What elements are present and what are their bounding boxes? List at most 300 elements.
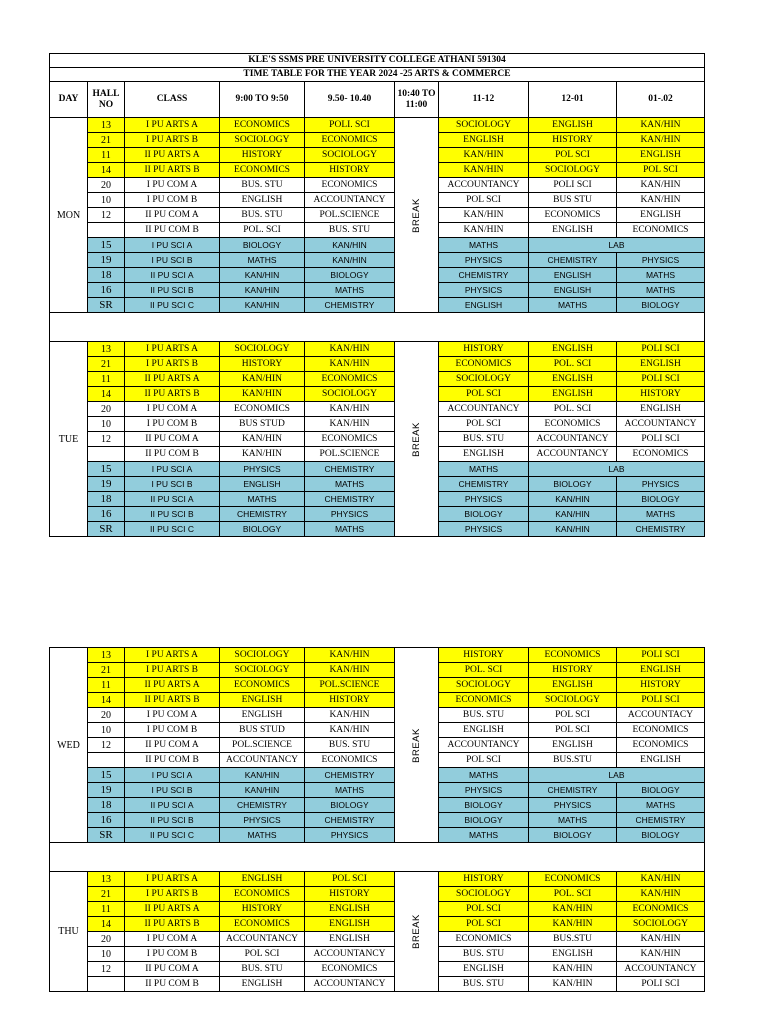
period-1-subject: MATHS — [220, 828, 305, 843]
period-1-subject: SOCIOLOGY — [220, 133, 305, 148]
period-5-subject: KAN/HIN — [617, 947, 705, 962]
hall-number — [88, 447, 125, 462]
period-3-subject: MATHS — [439, 462, 529, 477]
period-2-subject: POLI. SCI — [305, 118, 395, 133]
period-5-subject: BIOLOGY — [617, 783, 705, 798]
header-hall: HALL NO — [88, 82, 125, 118]
period-5-subject: POLI SCI — [617, 977, 705, 992]
period-1-subject: BIOLOGY — [220, 238, 305, 253]
period-1-subject: ACCOUNTANCY — [220, 932, 305, 947]
hall-number: 16 — [88, 283, 125, 298]
hall-number: 21 — [88, 133, 125, 148]
class-name: I PU SCI B — [125, 253, 220, 268]
class-name: I PU ARTS B — [125, 663, 220, 678]
class-name: II PU SCI B — [125, 813, 220, 828]
hall-number: 13 — [88, 342, 125, 357]
period-1-subject: MATHS — [220, 492, 305, 507]
period-3-subject: PHYSICS — [439, 492, 529, 507]
period-3-subject: PHYSICS — [439, 522, 529, 537]
period-5-subject: KAN/HIN — [617, 133, 705, 148]
period-4-subject: BUS.STU — [529, 753, 617, 768]
period-3-subject: ACCOUNTANCY — [439, 178, 529, 193]
table-row — [50, 357, 705, 372]
hall-number: 12 — [88, 432, 125, 447]
period-3-subject: KAN/HIN — [439, 223, 529, 238]
period-1-subject: HISTORY — [220, 902, 305, 917]
period-1-subject: KAN/HIN — [220, 783, 305, 798]
period-4-subject: POL SCI — [529, 723, 617, 738]
class-name: I PU COM B — [125, 947, 220, 962]
hall-number: 21 — [88, 887, 125, 902]
table-row — [50, 462, 705, 477]
day-label: THU — [50, 872, 88, 992]
period-1-subject: POL. SCI — [220, 223, 305, 238]
header-class: CLASS — [125, 82, 220, 118]
period-5-subject: KAN/HIN — [617, 118, 705, 133]
period-5-subject: ENGLISH — [617, 208, 705, 223]
period-3-subject: HISTORY — [439, 342, 529, 357]
class-name: II PU COM A — [125, 432, 220, 447]
period-4-subject: SOCIOLOGY — [529, 163, 617, 178]
class-name: II PU SCI A — [125, 268, 220, 283]
period-2-subject: ECONOMICS — [305, 178, 395, 193]
period-1-subject: BUS STUD — [220, 417, 305, 432]
period-1-subject: MATHS — [220, 253, 305, 268]
table-row — [50, 947, 705, 962]
period-3-subject: CHEMISTRY — [439, 268, 529, 283]
period-3-subject: POL SCI — [439, 387, 529, 402]
hall-number: 21 — [88, 663, 125, 678]
period-1-subject: KAN/HIN — [220, 298, 305, 313]
period-2-subject: MATHS — [305, 783, 395, 798]
period-5-subject: ACCOUNTANCY — [617, 417, 705, 432]
period-5-subject: KAN/HIN — [617, 178, 705, 193]
period-4-subject: ECONOMICS — [529, 648, 617, 663]
spacer-cell — [50, 313, 705, 342]
header-row — [50, 82, 705, 118]
hall-number: 12 — [88, 738, 125, 753]
period-5-subject: ACCOUNTACY — [617, 708, 705, 723]
period-4-subject: POL SCI — [529, 148, 617, 163]
spacer-row — [50, 843, 705, 872]
period-2-subject: ECONOMICS — [305, 962, 395, 977]
period-2-subject: POL.SCIENCE — [305, 678, 395, 693]
period-5-subject: CHEMISTRY — [617, 813, 705, 828]
period-2-subject: POL SCI — [305, 872, 395, 887]
period-4-subject: ECONOMICS — [529, 208, 617, 223]
class-name: II PU ARTS B — [125, 163, 220, 178]
period-4-subject: ACCOUNTANCY — [529, 447, 617, 462]
class-name: I PU COM B — [125, 723, 220, 738]
period-2-subject: MATHS — [305, 522, 395, 537]
period-3-subject: BIOLOGY — [439, 507, 529, 522]
period-4-subject: CHEMISTRY — [529, 783, 617, 798]
period-2-subject: KAN/HIN — [305, 253, 395, 268]
table-row — [50, 813, 705, 828]
period-4-subject: ECONOMICS — [529, 417, 617, 432]
period-4-subject: ENGLISH — [529, 372, 617, 387]
period-5-subject: CHEMISTRY — [617, 522, 705, 537]
period-5-subject: ECONOMICS — [617, 447, 705, 462]
period-5-subject: ENGLISH — [617, 148, 705, 163]
hall-number: 16 — [88, 507, 125, 522]
period-2-subject: HISTORY — [305, 163, 395, 178]
class-name: II PU COM A — [125, 208, 220, 223]
period-3-subject: POL. SCI — [439, 663, 529, 678]
period-4-subject: ENGLISH — [529, 387, 617, 402]
table-row — [50, 342, 705, 357]
break-label: BREAK — [411, 914, 422, 949]
hall-number: 15 — [88, 768, 125, 783]
period-3-subject: SOCIOLOGY — [439, 372, 529, 387]
period-2-subject: KAN/HIN — [305, 238, 395, 253]
period-1-subject: BUS. STU — [220, 178, 305, 193]
period-1-subject: POL SCI — [220, 947, 305, 962]
table-row — [50, 178, 705, 193]
period-5-subject: MATHS — [617, 507, 705, 522]
period-2-subject: ENGLISH — [305, 917, 395, 932]
period-2-subject: BIOLOGY — [305, 268, 395, 283]
period-2-subject: ACCOUNTANCY — [305, 977, 395, 992]
class-name: II PU COM A — [125, 738, 220, 753]
period-3-subject: ENGLISH — [439, 723, 529, 738]
period-3-subject: BUS. STU — [439, 432, 529, 447]
period-4-subject: ENGLISH — [529, 118, 617, 133]
period-5-subject: POL SCI — [617, 163, 705, 178]
period-5-subject: SOCIOLOGY — [617, 917, 705, 932]
hall-number: 12 — [88, 208, 125, 223]
class-name: I PU ARTS B — [125, 887, 220, 902]
period-1-subject: BUS STUD — [220, 723, 305, 738]
break-cell — [395, 648, 439, 843]
period-2-subject: HISTORY — [305, 693, 395, 708]
period-1-subject: BUS. STU — [220, 962, 305, 977]
hall-number — [88, 223, 125, 238]
class-name: II PU COM B — [125, 447, 220, 462]
period-1-subject: SOCIOLOGY — [220, 648, 305, 663]
day-label: MON — [50, 118, 88, 313]
class-name: I PU COM A — [125, 932, 220, 947]
class-name: II PU ARTS A — [125, 148, 220, 163]
period-1-subject: ACCOUNTANCY — [220, 753, 305, 768]
period-3-subject: POL SCI — [439, 917, 529, 932]
period-1-subject: SOCIOLOGY — [220, 342, 305, 357]
period-2-subject: CHEMISTRY — [305, 813, 395, 828]
hall-number: 14 — [88, 163, 125, 178]
break-label: BREAK — [411, 421, 422, 457]
period-5-subject: POLI SCI — [617, 648, 705, 663]
period-5-subject: POLI SCI — [617, 432, 705, 447]
period-1-subject: KAN/HIN — [220, 432, 305, 447]
period-3-subject: ACCOUNTANCY — [439, 402, 529, 417]
period-1-subject: PHYSICS — [220, 813, 305, 828]
period-4-subject: ENGLISH — [529, 283, 617, 298]
period-5-subject: POLI SCI — [617, 372, 705, 387]
table-row — [50, 507, 705, 522]
hall-number: 10 — [88, 947, 125, 962]
period-5-subject: PHYSICS — [617, 477, 705, 492]
period-4-subject: ENGLISH — [529, 738, 617, 753]
break-cell — [395, 118, 439, 313]
day-label: TUE — [50, 342, 88, 537]
hall-number: 13 — [88, 118, 125, 133]
table-row — [50, 432, 705, 447]
period-2-subject: POL.SCIENCE — [305, 208, 395, 223]
period-3-subject: PHYSICS — [439, 783, 529, 798]
period-4-subject: SOCIOLOGY — [529, 693, 617, 708]
hall-number: 18 — [88, 492, 125, 507]
period-3-subject: MATHS — [439, 828, 529, 843]
period-1-subject: HISTORY — [220, 357, 305, 372]
table-row — [50, 268, 705, 283]
period-2-subject: PHYSICS — [305, 828, 395, 843]
table-row — [50, 932, 705, 947]
college-title: KLE'S SSMS PRE UNIVERSITY COLLEGE ATHANI 591304 — [50, 54, 705, 68]
class-name: I PU SCI A — [125, 768, 220, 783]
hall-number: 20 — [88, 402, 125, 417]
class-name: II PU COM B — [125, 223, 220, 238]
period-4-subject: KAN/HIN — [529, 977, 617, 992]
hall-number: 21 — [88, 357, 125, 372]
period-2-subject: ECONOMICS — [305, 753, 395, 768]
class-name: II PU SCI C — [125, 828, 220, 843]
table-row — [50, 678, 705, 693]
period-1-subject: CHEMISTRY — [220, 507, 305, 522]
class-name: I PU ARTS A — [125, 342, 220, 357]
hall-number: 14 — [88, 917, 125, 932]
hall-number: 12 — [88, 962, 125, 977]
period-3-subject: ECONOMICS — [439, 693, 529, 708]
period-4-subject: ECONOMICS — [529, 872, 617, 887]
period-2-subject: CHEMISTRY — [305, 768, 395, 783]
period-1-subject: ENGLISH — [220, 708, 305, 723]
header-period-3: 11-12 — [439, 82, 529, 118]
table-row — [50, 492, 705, 507]
period-5-subject: MATHS — [617, 283, 705, 298]
period-5-subject: ECONOMICS — [617, 223, 705, 238]
break-label: BREAK — [411, 197, 422, 233]
table-row — [50, 887, 705, 902]
period-2-subject: CHEMISTRY — [305, 298, 395, 313]
period-1-subject: ENGLISH — [220, 193, 305, 208]
period-2-subject: MATHS — [305, 477, 395, 492]
class-name: II PU ARTS B — [125, 693, 220, 708]
period-2-subject: KAN/HIN — [305, 648, 395, 663]
period-1-subject: ENGLISH — [220, 977, 305, 992]
period-2-subject: KAN/HIN — [305, 342, 395, 357]
spacer-row — [50, 313, 705, 342]
period-1-subject: ECONOMICS — [220, 402, 305, 417]
period-1-subject: KAN/HIN — [220, 372, 305, 387]
table-row — [50, 298, 705, 313]
period-4-subject: KAN/HIN — [529, 917, 617, 932]
period-5-subject: ECONOMICS — [617, 738, 705, 753]
header-period-5: 01-.02 — [617, 82, 705, 118]
header-day: DAY — [50, 82, 88, 118]
class-name: II PU COM B — [125, 753, 220, 768]
period-3-subject: POL SCI — [439, 753, 529, 768]
period-3-subject: KAN/HIN — [439, 208, 529, 223]
period-4-subject: KAN/HIN — [529, 492, 617, 507]
period-4-subject: ENGLISH — [529, 947, 617, 962]
period-4-subject: BIOLOGY — [529, 477, 617, 492]
period-4-subject: MATHS — [529, 813, 617, 828]
period-2-subject: BUS. STU — [305, 738, 395, 753]
period-2-subject: SOCIOLOGY — [305, 387, 395, 402]
table-row — [50, 663, 705, 678]
table-row — [50, 387, 705, 402]
period-3-subject: ECONOMICS — [439, 357, 529, 372]
period-2-subject: KAN/HIN — [305, 708, 395, 723]
hall-number: 20 — [88, 708, 125, 723]
period-3-subject: HISTORY — [439, 872, 529, 887]
period-2-subject: ACCOUNTANCY — [305, 193, 395, 208]
table-row — [50, 238, 705, 253]
table-row — [50, 522, 705, 537]
table-row — [50, 447, 705, 462]
period-2-subject: BIOLOGY — [305, 798, 395, 813]
period-2-subject: KAN/HIN — [305, 663, 395, 678]
class-name: II PU ARTS A — [125, 372, 220, 387]
class-name: I PU ARTS A — [125, 648, 220, 663]
period-3-subject: KAN/HIN — [439, 148, 529, 163]
period-5-subject: HISTORY — [617, 678, 705, 693]
period-2-subject: CHEMISTRY — [305, 462, 395, 477]
period-4-subject: KAN/HIN — [529, 522, 617, 537]
period-1-subject: ECONOMICS — [220, 887, 305, 902]
period-4-subject: ENGLISH — [529, 678, 617, 693]
timetable-page-2 — [49, 647, 705, 992]
hall-number: 11 — [88, 372, 125, 387]
class-name: II PU ARTS A — [125, 902, 220, 917]
hall-number: 14 — [88, 387, 125, 402]
period-3-subject: ACCOUNTANCY — [439, 738, 529, 753]
period-4-subject: KAN/HIN — [529, 902, 617, 917]
header-period-1: 9:00 TO 9:50 — [220, 82, 305, 118]
break-label: BREAK — [411, 727, 422, 763]
class-name: II PU ARTS B — [125, 917, 220, 932]
class-name: I PU ARTS B — [125, 133, 220, 148]
period-3-subject: ENGLISH — [439, 133, 529, 148]
class-name: I PU COM A — [125, 178, 220, 193]
period-3-subject: ENGLISH — [439, 447, 529, 462]
header-break: 10:40 TO 11:00 — [395, 82, 439, 118]
table-row — [50, 738, 705, 753]
period-5-subject: KAN/HIN — [617, 872, 705, 887]
table-row — [50, 118, 705, 133]
period-5-subject: ECONOMICS — [617, 723, 705, 738]
period-2-subject: ACCOUNTANCY — [305, 947, 395, 962]
period-1-subject: ENGLISH — [220, 693, 305, 708]
period-5-subject: BIOLOGY — [617, 492, 705, 507]
period-4-subject: BUS.STU — [529, 932, 617, 947]
period-3-subject: HISTORY — [439, 648, 529, 663]
period-1-subject: BIOLOGY — [220, 522, 305, 537]
table-row — [50, 962, 705, 977]
class-name: I PU ARTS B — [125, 357, 220, 372]
lab-cell: LAB — [529, 238, 705, 253]
period-1-subject: ENGLISH — [220, 477, 305, 492]
hall-number: 10 — [88, 723, 125, 738]
hall-number: 13 — [88, 872, 125, 887]
table-row — [50, 372, 705, 387]
class-name: I PU ARTS A — [125, 118, 220, 133]
period-1-subject: ECONOMICS — [220, 118, 305, 133]
class-name: II PU SCI C — [125, 522, 220, 537]
period-3-subject: BUS. STU — [439, 708, 529, 723]
table-row — [50, 148, 705, 163]
period-1-subject: ECONOMICS — [220, 163, 305, 178]
table-row — [50, 977, 705, 992]
period-4-subject: PHYSICS — [529, 798, 617, 813]
period-5-subject: MATHS — [617, 268, 705, 283]
table-row — [50, 417, 705, 432]
period-2-subject: ENGLISH — [305, 932, 395, 947]
class-name: II PU SCI A — [125, 798, 220, 813]
period-2-subject: HISTORY — [305, 887, 395, 902]
period-3-subject: POL SCI — [439, 193, 529, 208]
period-3-subject: ECONOMICS — [439, 932, 529, 947]
period-2-subject: KAN/HIN — [305, 357, 395, 372]
spacer-cell — [50, 843, 705, 872]
break-cell — [395, 872, 439, 992]
period-5-subject: KAN/HIN — [617, 193, 705, 208]
period-4-subject: ACCOUNTANCY — [529, 432, 617, 447]
period-5-subject: KAN/HIN — [617, 932, 705, 947]
period-1-subject: SOCIOLOGY — [220, 663, 305, 678]
class-name: II PU COM B — [125, 977, 220, 992]
table-row — [50, 708, 705, 723]
period-5-subject: MATHS — [617, 798, 705, 813]
period-3-subject: SOCIOLOGY — [439, 118, 529, 133]
table-row — [50, 208, 705, 223]
hall-number: 15 — [88, 238, 125, 253]
period-2-subject: PHYSICS — [305, 507, 395, 522]
table-row — [50, 283, 705, 298]
class-name: II PU COM A — [125, 962, 220, 977]
class-name: II PU SCI A — [125, 492, 220, 507]
period-1-subject: KAN/HIN — [220, 447, 305, 462]
period-3-subject: SOCIOLOGY — [439, 678, 529, 693]
hall-number: 11 — [88, 148, 125, 163]
period-5-subject: POLI SCI — [617, 342, 705, 357]
period-4-subject: BUS STU — [529, 193, 617, 208]
class-name: II PU ARTS A — [125, 678, 220, 693]
period-2-subject: KAN/HIN — [305, 402, 395, 417]
period-3-subject: BUS. STU — [439, 947, 529, 962]
period-5-subject: PHYSICS — [617, 253, 705, 268]
table-row — [50, 648, 705, 663]
period-5-subject: KAN/HIN — [617, 887, 705, 902]
period-2-subject: ECONOMICS — [305, 432, 395, 447]
hall-number: 19 — [88, 477, 125, 492]
period-3-subject: POL SCI — [439, 417, 529, 432]
period-3-subject: BIOLOGY — [439, 798, 529, 813]
period-3-subject: POL SCI — [439, 902, 529, 917]
hall-number: 14 — [88, 693, 125, 708]
period-4-subject: HISTORY — [529, 663, 617, 678]
period-1-subject: KAN/HIN — [220, 768, 305, 783]
period-2-subject: KAN/HIN — [305, 417, 395, 432]
lab-cell: LAB — [529, 462, 705, 477]
period-2-subject: SOCIOLOGY — [305, 148, 395, 163]
hall-number: SR — [88, 828, 125, 843]
period-5-subject: BIOLOGY — [617, 828, 705, 843]
period-5-subject: HISTORY — [617, 387, 705, 402]
hall-number: 11 — [88, 902, 125, 917]
period-4-subject: POL SCI — [529, 708, 617, 723]
table-row — [50, 872, 705, 887]
